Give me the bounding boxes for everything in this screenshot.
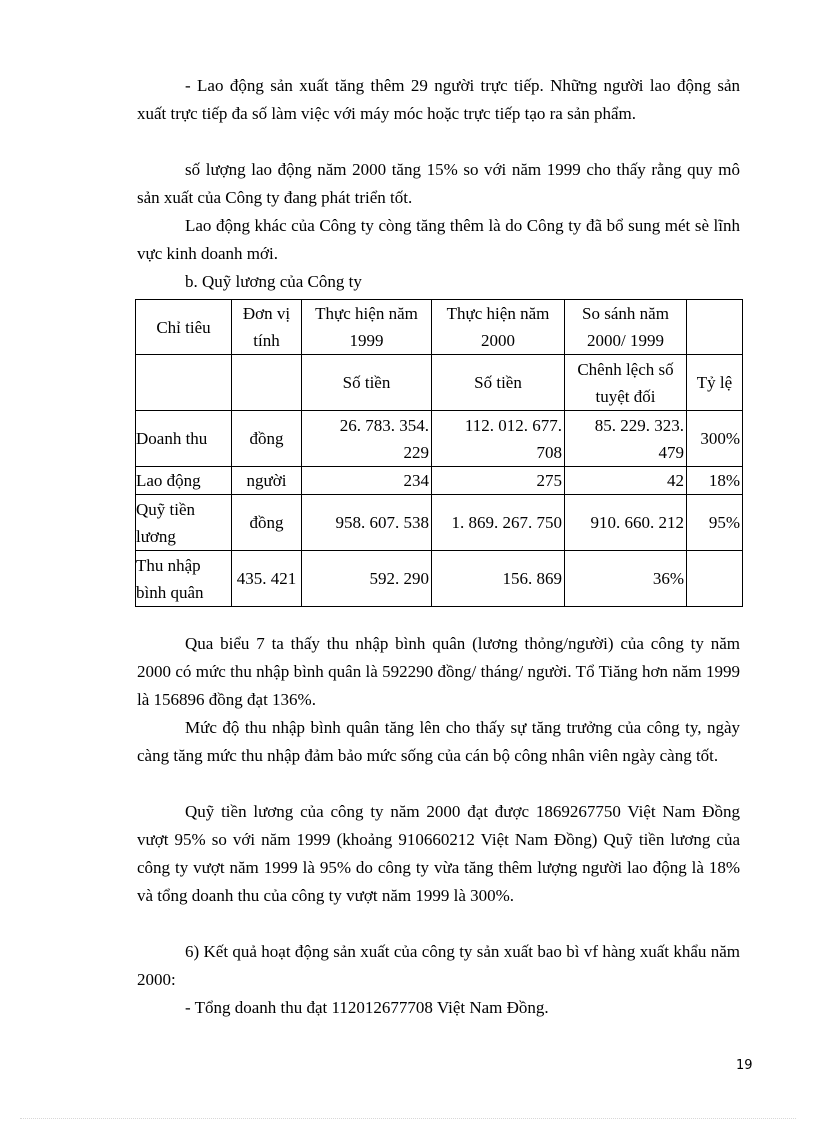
cell-value-ratio: 300% <box>687 411 743 467</box>
cell-text: 112. 012. 677. <box>464 415 562 435</box>
row-label-text: Thu nhập <box>136 555 201 575</box>
header-don-vi <box>232 300 302 355</box>
page-number: 19 <box>736 1058 753 1073</box>
cell-value-2000: 275 <box>432 467 565 495</box>
header-text: tính <box>253 331 280 350</box>
paragraph-wage-fund: Quỹ tiền lương của công ty năm 2000 đạt được 1869267750 Việt Nam Đồng vượt 95% so với năm 1999 (khoảng 910660212 Việt Nam Đồng) Quỹ tiền lương của công ty vượt năm 1999 là 95% do công ty vừa tăng thêm lượng người lao động là 18% và tổng doanh thu của công ty vượt năm 1999 là 300%. <box>137 802 740 905</box>
header-text: 2000 <box>481 331 515 350</box>
table-row-quy-tien-luong <box>136 495 743 551</box>
cell-value: 592. 290 <box>302 551 432 607</box>
paragraph-income-growth: Mức độ thu nhập bình quân tăng lên cho thấy sự tăng trưởng của công ty, ngày càng tăng mức thu nhập đảm bảo mức sống của cán bộ công nhân viên ngày càng tốt. <box>137 718 740 765</box>
header-text: Thực hiện năm <box>446 304 550 323</box>
row-label-text: bình quân <box>136 582 204 602</box>
subheader-chenh-lech <box>565 355 687 411</box>
subheader-empty-cell <box>232 355 302 411</box>
cell-value-diff: 42 <box>565 467 687 495</box>
subheader-so-tien-1999: Số tiền <box>302 355 432 411</box>
table-row-lao-dong <box>136 467 743 495</box>
paragraph-labor-growth: số lượng lao động năm 2000 tăng 15% so với năm 1999 cho thấy rằng quy mô sản xuất của Công ty đang phát triển tốt. <box>137 160 740 207</box>
row-label-text: lương <box>136 526 176 546</box>
subheader-so-tien-2000: Số tiền <box>432 355 565 411</box>
table-row-thu-nhap <box>136 551 743 607</box>
header-thuc-hien-2000 <box>432 300 565 355</box>
header-text: Đơn vị <box>242 304 291 323</box>
header-empty-cell <box>687 300 743 355</box>
row-label-text: Quỹ tiền <box>136 499 196 519</box>
wage-fund-table <box>135 299 743 607</box>
row-unit: đồng <box>232 495 302 551</box>
cell-value: 435. 421 <box>232 551 302 607</box>
cell-value-ratio: 95% <box>687 495 743 551</box>
cell-text: 85. 229. 323. <box>594 415 684 435</box>
subheader-empty-cell <box>136 355 232 411</box>
cell-text: 26. 783. 354. <box>339 415 429 435</box>
subheader-ty-le: Tỷ lệ <box>687 355 743 411</box>
paragraph-production-results: 6) Kết quả hoạt động sản xuất của công ty sản xuất bao bì vf hàng xuất khẩu năm 2000: <box>137 942 740 989</box>
table-subheader-row <box>136 355 743 411</box>
cell-value: 156. 869 <box>432 551 565 607</box>
cell-value-1999: 958. 607. 538 <box>302 495 432 551</box>
section-title-wage-fund: b. Quỹ lương của Công ty <box>185 272 362 291</box>
paragraph-text: - Lao động sản xuất tăng thêm 29 người trực tiếp. Những người lao động sản xuất trực tiếp đa số làm việc với máy móc hoặc trực tiếp tạo ra sản phẩm. <box>137 76 740 123</box>
row-unit: người <box>232 467 302 495</box>
paragraph-other-labor: Lao động khác của Công ty còng tăng thêm là do Công ty đã bổ sung mét sè lĩnh vực kinh doanh mới. <box>137 216 740 263</box>
header-thuc-hien-1999 <box>302 300 432 355</box>
table-header-row <box>136 300 743 355</box>
paragraph-average-income: Qua biểu 7 ta thấy thu nhập bình quân (lương thỏng/người) của công ty năm 2000 có mức thu nhập bình quân là 592290 đồng/ tháng/ người. Tổ Tiăng hơn năm 1999 là 156896 đồng đạt 136%. <box>137 634 740 709</box>
page-bottom-divider <box>20 1118 796 1119</box>
paragraph-total-revenue: - Tổng doanh thu đạt 112012677708 Việt Nam Đồng. <box>185 998 549 1017</box>
cell-value-1999: 234 <box>302 467 432 495</box>
header-text: 1999 <box>349 331 384 350</box>
row-label <box>136 551 232 607</box>
cell-value-2000: 1. 869. 267. 750 <box>432 495 565 551</box>
cell-text: 229 <box>403 442 429 462</box>
row-unit: đồng <box>232 411 302 467</box>
cell-value-ratio: 18% <box>687 467 743 495</box>
row-label: Doanh thu <box>136 411 232 467</box>
cell-text: 479 <box>658 442 684 462</box>
cell-text: 708 <box>536 442 562 462</box>
header-chi-tieu: Chỉ tiêu <box>136 300 232 355</box>
subheader-text: Chênh lệch số <box>577 359 674 379</box>
cell-empty <box>687 551 743 607</box>
row-label <box>136 495 232 551</box>
cell-value-diff: 910. 660. 212 <box>565 495 687 551</box>
header-text: So sánh năm <box>582 304 669 323</box>
cell-value: 36% <box>565 551 687 607</box>
header-so-sanh <box>565 300 687 355</box>
paragraph-labor-increase <box>137 72 740 128</box>
cell-value-diff <box>565 411 687 467</box>
table-row-doanh-thu <box>136 411 743 467</box>
row-label: Lao động <box>136 467 232 495</box>
subheader-text: tuyệt đối <box>595 386 656 406</box>
cell-value-2000 <box>432 411 565 467</box>
header-text: Thực hiện năm <box>315 304 418 323</box>
cell-value-1999 <box>302 411 432 467</box>
header-text: 2000/ 1999 <box>587 331 664 350</box>
